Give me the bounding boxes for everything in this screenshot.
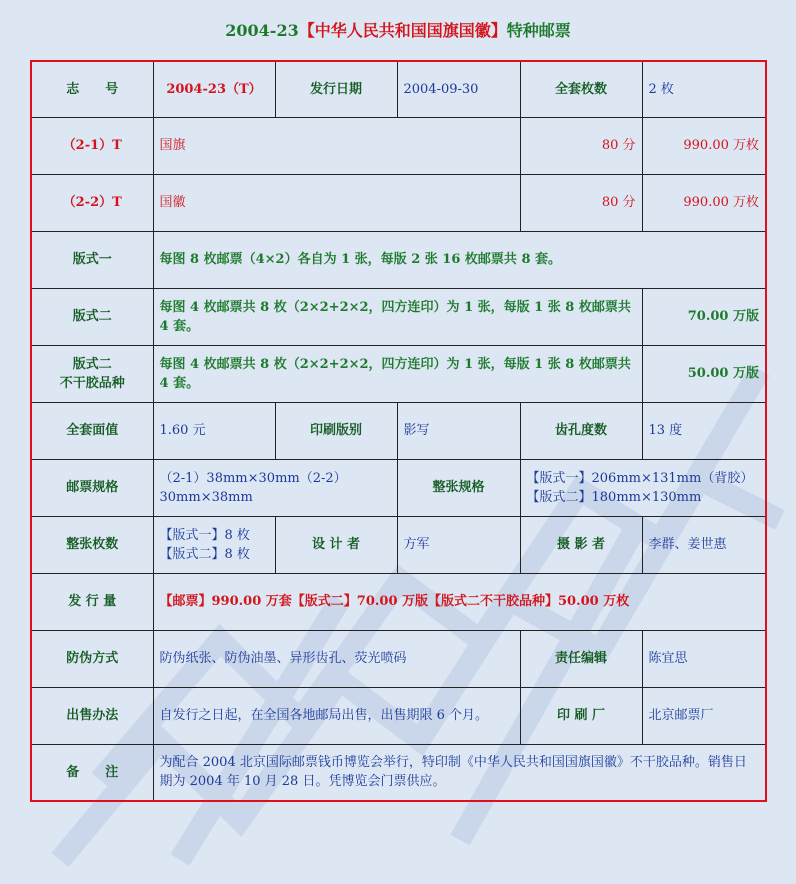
issue-qty-value: 【邮票】990.00 万套【版式二】70.00 万版【版式二不干胶品种】50.00 万枚 [153, 573, 766, 630]
sheet-count-label: 整张枚数 [31, 516, 153, 573]
print-value: 影写 [397, 402, 520, 459]
issue-date-value: 2004-09-30 [397, 61, 520, 117]
stamp-denom: 80 分 [520, 174, 642, 231]
format1-label: 版式一 [31, 231, 153, 288]
sheet-size-label: 整张规格 [397, 459, 520, 516]
editor-value: 陈宜思 [642, 630, 766, 687]
stamp-denom: 80 分 [520, 117, 642, 174]
stamp-code: （2-1）T [31, 117, 153, 174]
remark-label: 备 注 [31, 744, 153, 801]
anti-fake-label: 防伪方式 [31, 630, 153, 687]
face-value-label: 全套面值 [31, 402, 153, 459]
designer-label: 设 计 者 [275, 516, 397, 573]
designer-value: 方军 [397, 516, 520, 573]
anti-fake-value: 防伪纸张、防伪油墨、异形齿孔、荧光喷码 [153, 630, 520, 687]
table-row [31, 345, 766, 402]
table-row [31, 459, 766, 516]
table-row [31, 630, 766, 687]
table-row [31, 117, 766, 174]
sale-value: 自发行之日起，在全国各地邮局出售，出售期限 6 个月。 [153, 687, 520, 744]
set-count-value: 2 枚 [642, 61, 766, 117]
printer-value: 北京邮票厂 [642, 687, 766, 744]
stamp-name: 国徽 [153, 174, 520, 231]
stamp-size-value: （2-1）38mm×30mm（2-2）30mm×38mm [153, 459, 397, 516]
table-row [31, 573, 766, 630]
table-row [31, 231, 766, 288]
format2u-label-line1: 版式二 [72, 356, 112, 372]
page-title [0, 18, 796, 41]
photographer-value: 李群、姜世惠 [642, 516, 766, 573]
format2-desc: 每图 4 枚邮票共 8 枚（2×2+2×2，四方连印）为 1 张，每版 1 张 8 枚邮票共 4 套。 [153, 288, 642, 345]
zhihao-label: 志 号 [31, 61, 153, 117]
table-row [31, 516, 766, 573]
format2u-qty: 50.00 万版 [642, 345, 766, 402]
title-name: 【中华人民共和国国旗国徽】 [298, 21, 507, 40]
print-label: 印刷版别 [275, 402, 397, 459]
issue-date-label: 发行日期 [275, 61, 397, 117]
set-count-label: 全套枚数 [520, 61, 642, 117]
face-value: 1.60 元 [153, 402, 275, 459]
format2-adhesive-label [31, 345, 153, 402]
table-row [31, 61, 766, 117]
sale-label: 出售办法 [31, 687, 153, 744]
format2-qty: 70.00 万版 [642, 288, 766, 345]
photographer-label: 摄 影 者 [520, 516, 642, 573]
editor-label: 责任编辑 [520, 630, 642, 687]
title-suffix: 特种邮票 [506, 21, 571, 40]
format2u-label-line2: 不干胶品种 [59, 375, 125, 391]
stamp-name: 国旗 [153, 117, 520, 174]
stamp-info-table [30, 60, 767, 802]
format2u-desc: 每图 4 枚邮票共 8 枚（2×2+2×2，四方连印）为 1 张，每版 1 张 8 枚邮票共 4 套。 [153, 345, 642, 402]
stamp-quantity: 990.00 万枚 [642, 117, 766, 174]
table-row [31, 174, 766, 231]
format1-desc: 每图 8 枚邮票（4×2）各自为 1 张，每版 2 张 16 枚邮票共 8 套。 [153, 231, 766, 288]
sheet-count-1: 【版式一】8 枚 [159, 527, 250, 543]
stamp-size-label: 邮票规格 [31, 459, 153, 516]
perf-value: 13 度 [642, 402, 766, 459]
perf-label: 齿孔度数 [520, 402, 642, 459]
table-row [31, 288, 766, 345]
printer-label: 印 刷 厂 [520, 687, 642, 744]
format2-label: 版式二 [31, 288, 153, 345]
issue-qty-label: 发 行 量 [31, 573, 153, 630]
sheet-count-value [153, 516, 275, 573]
sheet-count-2: 【版式二】8 枚 [159, 546, 250, 562]
table-row [31, 744, 766, 801]
table-row [31, 687, 766, 744]
stamp-quantity: 990.00 万枚 [642, 174, 766, 231]
remark-value: 为配合 2004 北京国际邮票钱币博览会举行，特印制《中华人民共和国国旗国徽》不干胶品种。销售日期为 2004 年 10 月 28 日。凭博览会门票供应。 [153, 744, 766, 801]
stamp-code: （2-2）T [31, 174, 153, 231]
sheet-size-value: 【版式一】206mm×131mm（背胶）【版式二】180mm×130mm [520, 459, 766, 516]
title-code: 2004-23 [225, 21, 299, 40]
table-row [31, 402, 766, 459]
zhihao-value: 2004-23（T） [153, 61, 275, 117]
